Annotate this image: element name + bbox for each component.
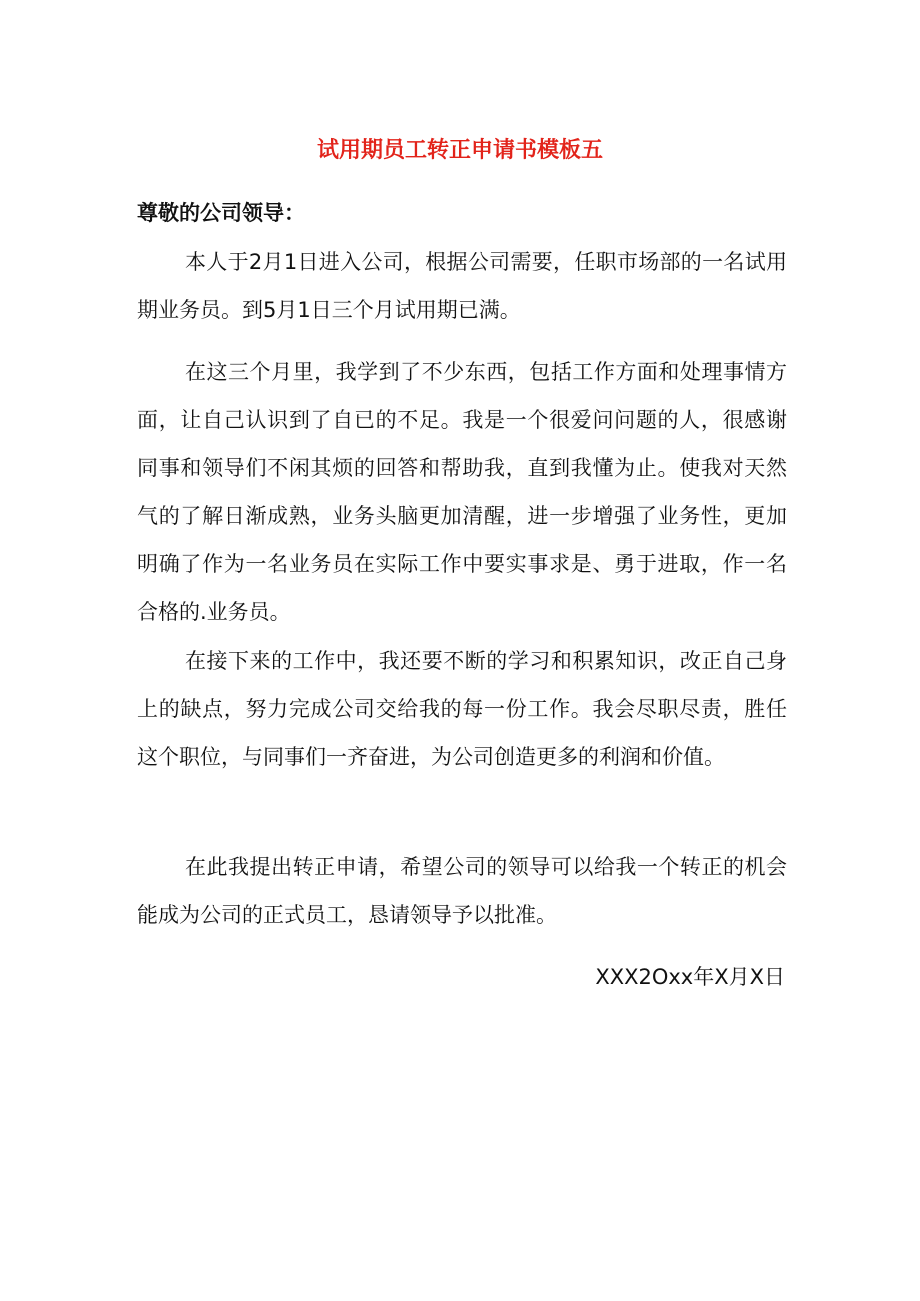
paragraph-1: 本人于2月1日进入公司，根据公司需要，任职市场部的一名试用期业务员。到5月1日三个月试用期已满。 — [137, 250, 787, 322]
paragraph-2: 在这三个月里，我学到了不少东西，包括工作方面和处理事情方面，让自己认识到了自已的不足。我是一个很爱问问题的人，很感谢同事和领导们不闲其烦的回答和帮助我，直到我懂为止。使我对天然气的了解日渐成熟，业务头脑更加清醒，进一步增强了业务性，更加明确了作为一名业务员在实际工作中要实事求是、勇于进取，作一名合格的.业务员。 — [137, 360, 787, 624]
document-title: 试用期员工转正申请书模板五 — [316, 138, 603, 163]
salutation: 尊敬的公司领导： — [137, 201, 305, 225]
signature-date: XXX2Oxx年X月X日 — [595, 965, 785, 989]
paragraph-4: 在此我提出转正申请，希望公司的领导可以给我一个转正的机会能成为公司的正式员工，恳请领导予以批准。 — [137, 855, 787, 927]
paragraph-3: 在接下来的工作中，我还要不断的学习和积累知识，改正自己身上的缺点，努力完成公司交给我的每一份工作。我会尽职尽责，胜任这个职位，与同事们一齐奋进，为公司创造更多的利润和价值。 — [137, 649, 787, 769]
